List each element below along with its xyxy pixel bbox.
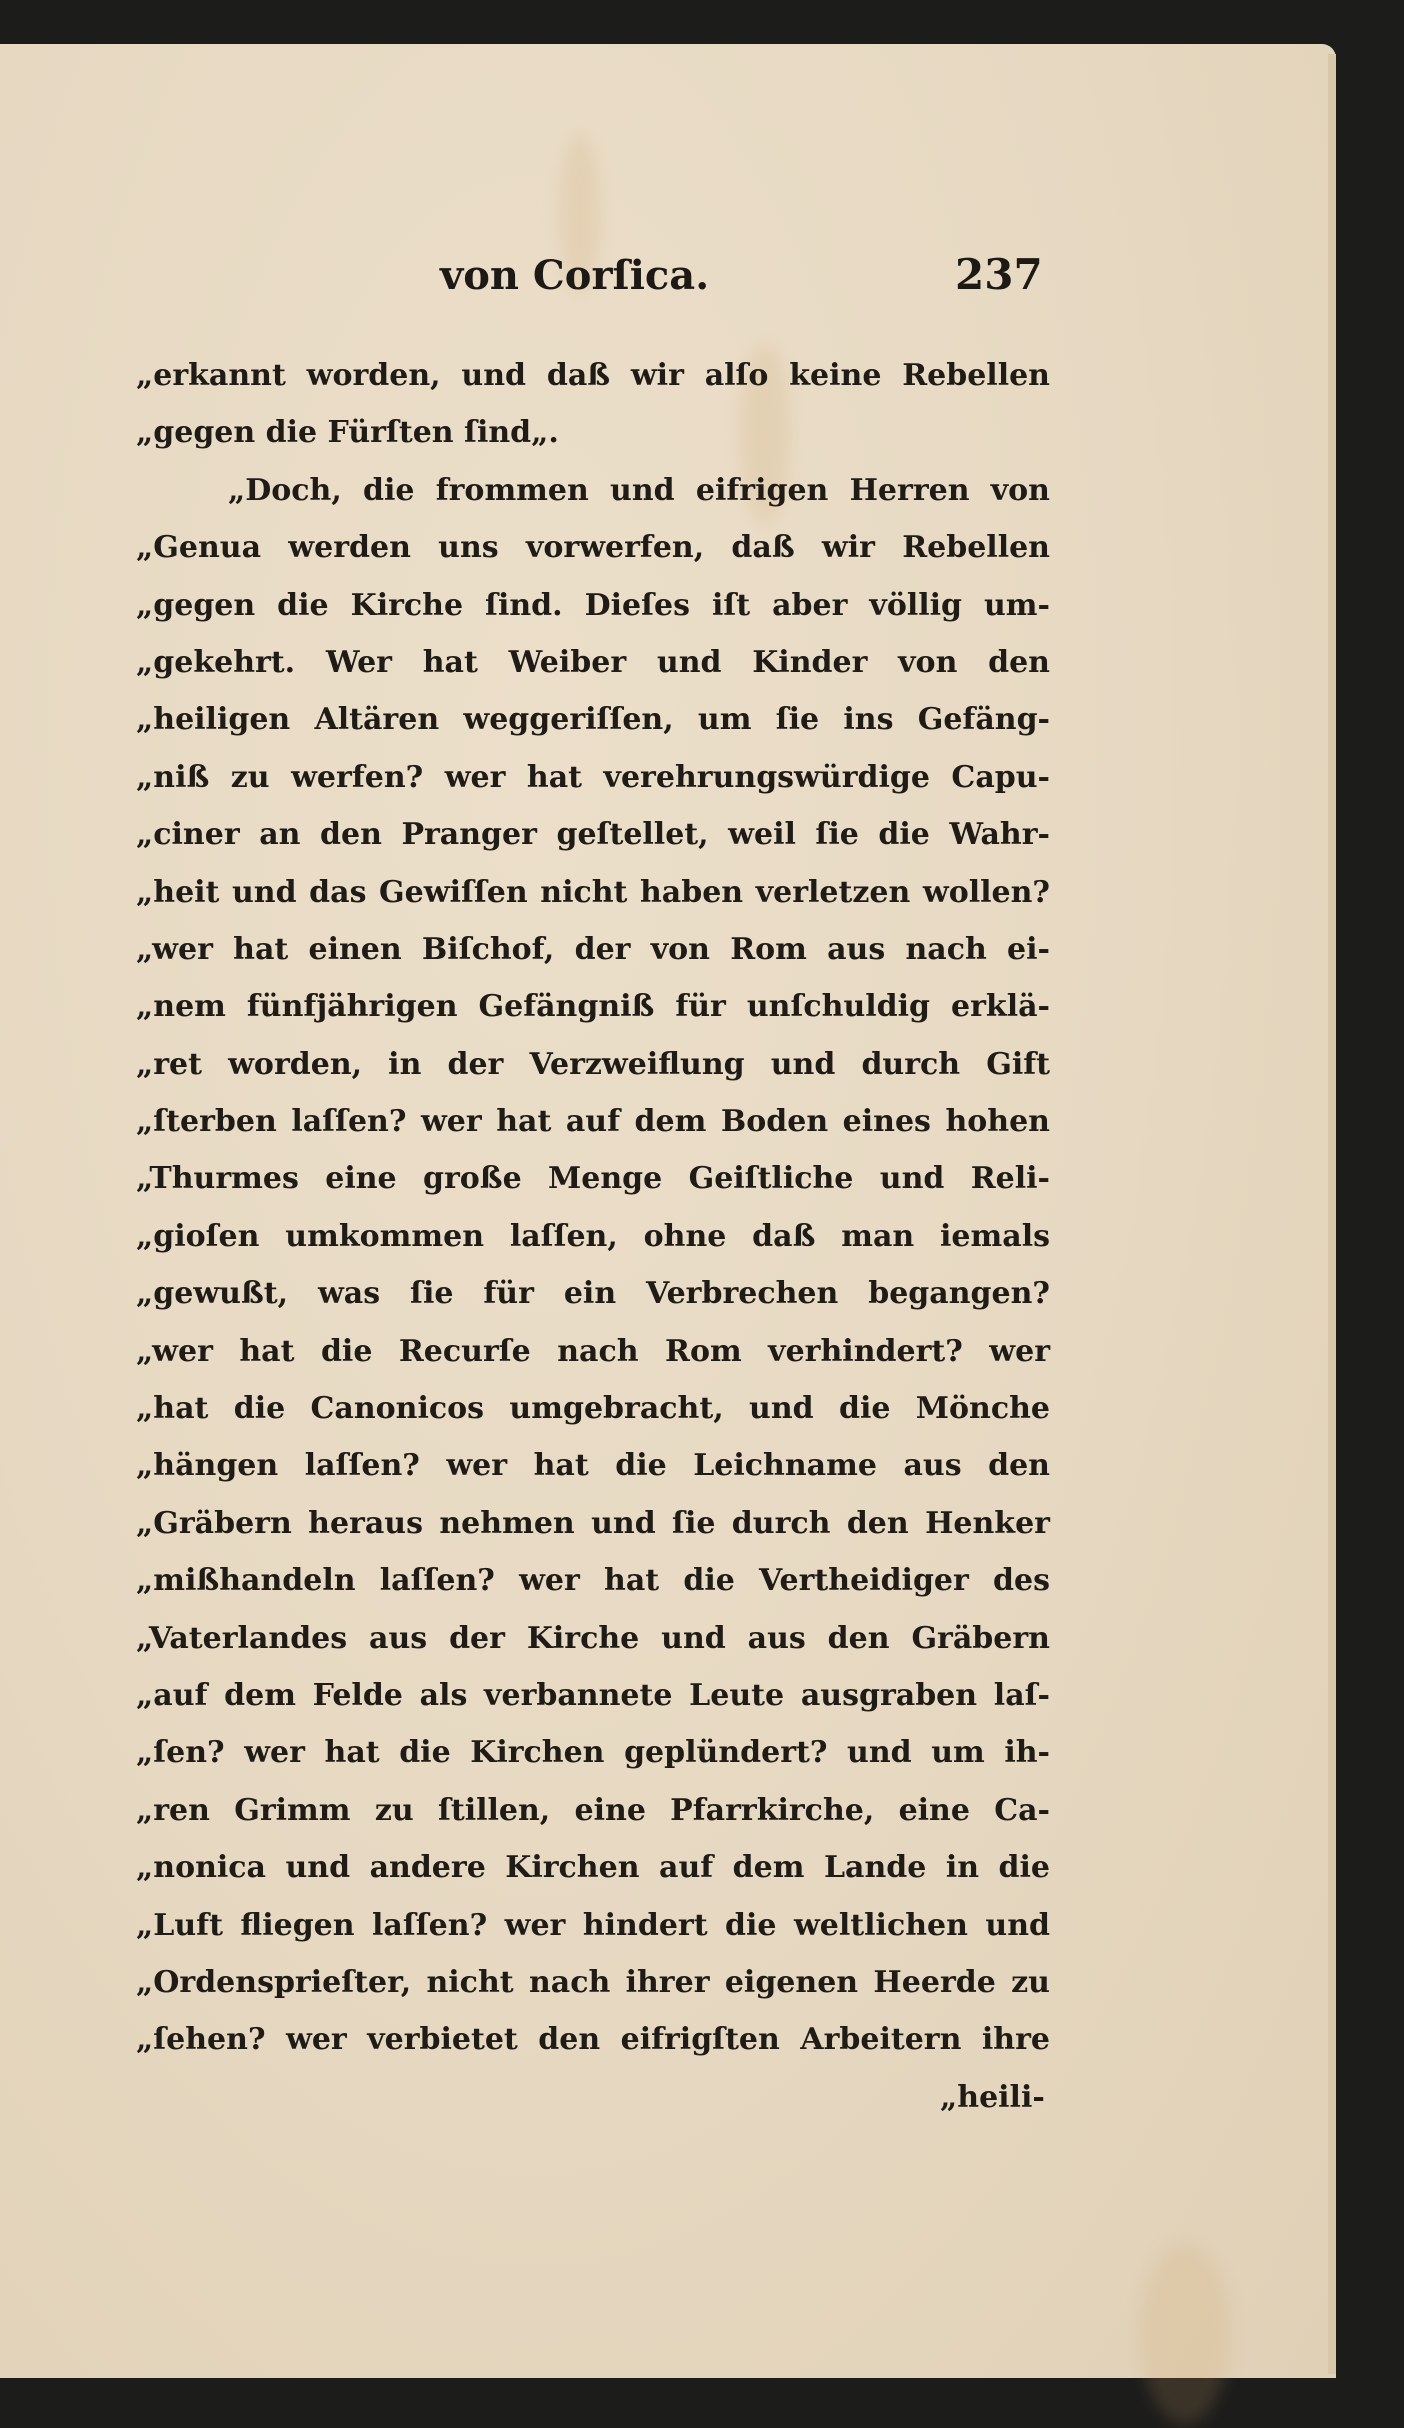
text-line: „ren Grimm zu ſtillen, eine Pfarrkirche, eine Ca- [136,1792,1050,1828]
text-line: „erkannt worden, und daß wir alſo keine Rebellen [136,358,1050,393]
text-line: „ſen? wer hat die Kirchen geplündert? und um ih- [136,1735,1050,1771]
text-line: „gewußt, was ſie für ein Verbrechen begangen? [136,1276,1050,1312]
text-line: „ciner an den Pranger geſtellet, weil ſie die Wahr- [136,817,1050,853]
text-line: „ſehen? wer verbietet den eifrigſten Arbeitern ihre [136,2022,1050,2058]
text-line: „heit und das Gewiſſen nicht haben verletzen wollen? [136,874,1050,910]
text-line: „Doch, die frommen und eifrigen Herren von [228,472,1050,508]
text-line: „gekehrt. Wer hat Weiber und Kinder von den [136,644,1050,680]
text-line: „Genua werden uns vorwerfen, daß wir Rebellen [136,530,1050,566]
text-line: „ſterben laſſen? wer hat auf dem Boden eines hohen [136,1104,1050,1140]
text-line: „nem fünfjährigen Gefängniß für unſchuldig erklä- [136,989,1050,1025]
catchword: „heili- [940,2080,1045,2115]
text-line: „auf dem Felde als verbannete Leute ausgraben laſ- [136,1677,1050,1713]
text-line: „mißhandeln laſſen? wer hat die Vertheidiger des [136,1563,1050,1599]
running-title: von Corſica. [440,252,710,299]
text-line: „gioſen umkommen laſſen, ohne daß man iemals [136,1218,1050,1254]
text-line: „Thurmes eine große Menge Geiſtliche und Reli- [136,1161,1050,1197]
text-line: „gegen die Fürſten ſind„. [136,415,559,451]
text-line: „nonica und andere Kirchen auf dem Lande in die [136,1850,1050,1886]
text-line: „wer hat die Recurſe nach Rom verhindert? wer [136,1333,1050,1369]
text-line: „Luft fliegen laſſen? wer hindert die weltlichen und [136,1907,1050,1943]
text-line: „Vaterlandes aus der Kirche und aus den Gräbern [136,1620,1050,1656]
text-line: „Ordenspriеſter, nicht nach ihrer eigenen Heerde zu [136,1964,1050,2000]
paper-stain [1140,2244,1230,2424]
body-text [136,354,1050,2076]
text-line: „heiligen Altären weggeriſſen, um ſie ins Gefäng- [136,702,1050,738]
page-number: 237 [955,250,1043,299]
text-line: „gegen die Kirche ſind. Dieſes iſt aber völlig um- [136,587,1050,623]
text-line: „ret worden, in der Verzweiflung und durch Gift [136,1046,1050,1082]
text-line: „Gräbern heraus nehmen und ſie durch den Henker [136,1505,1050,1541]
text-line: „hängen laſſen? wer hat die Leichname aus den [136,1448,1050,1484]
text-line: „hat die Canonicos umgebracht, und die Mönche [136,1391,1050,1427]
page-edge [1328,54,1336,2374]
text-line: „niß zu werfen? wer hat verehrungswürdige Capu- [136,759,1050,795]
text-line: „wer hat einen Biſchof, der von Rom aus nach ei- [136,931,1050,967]
